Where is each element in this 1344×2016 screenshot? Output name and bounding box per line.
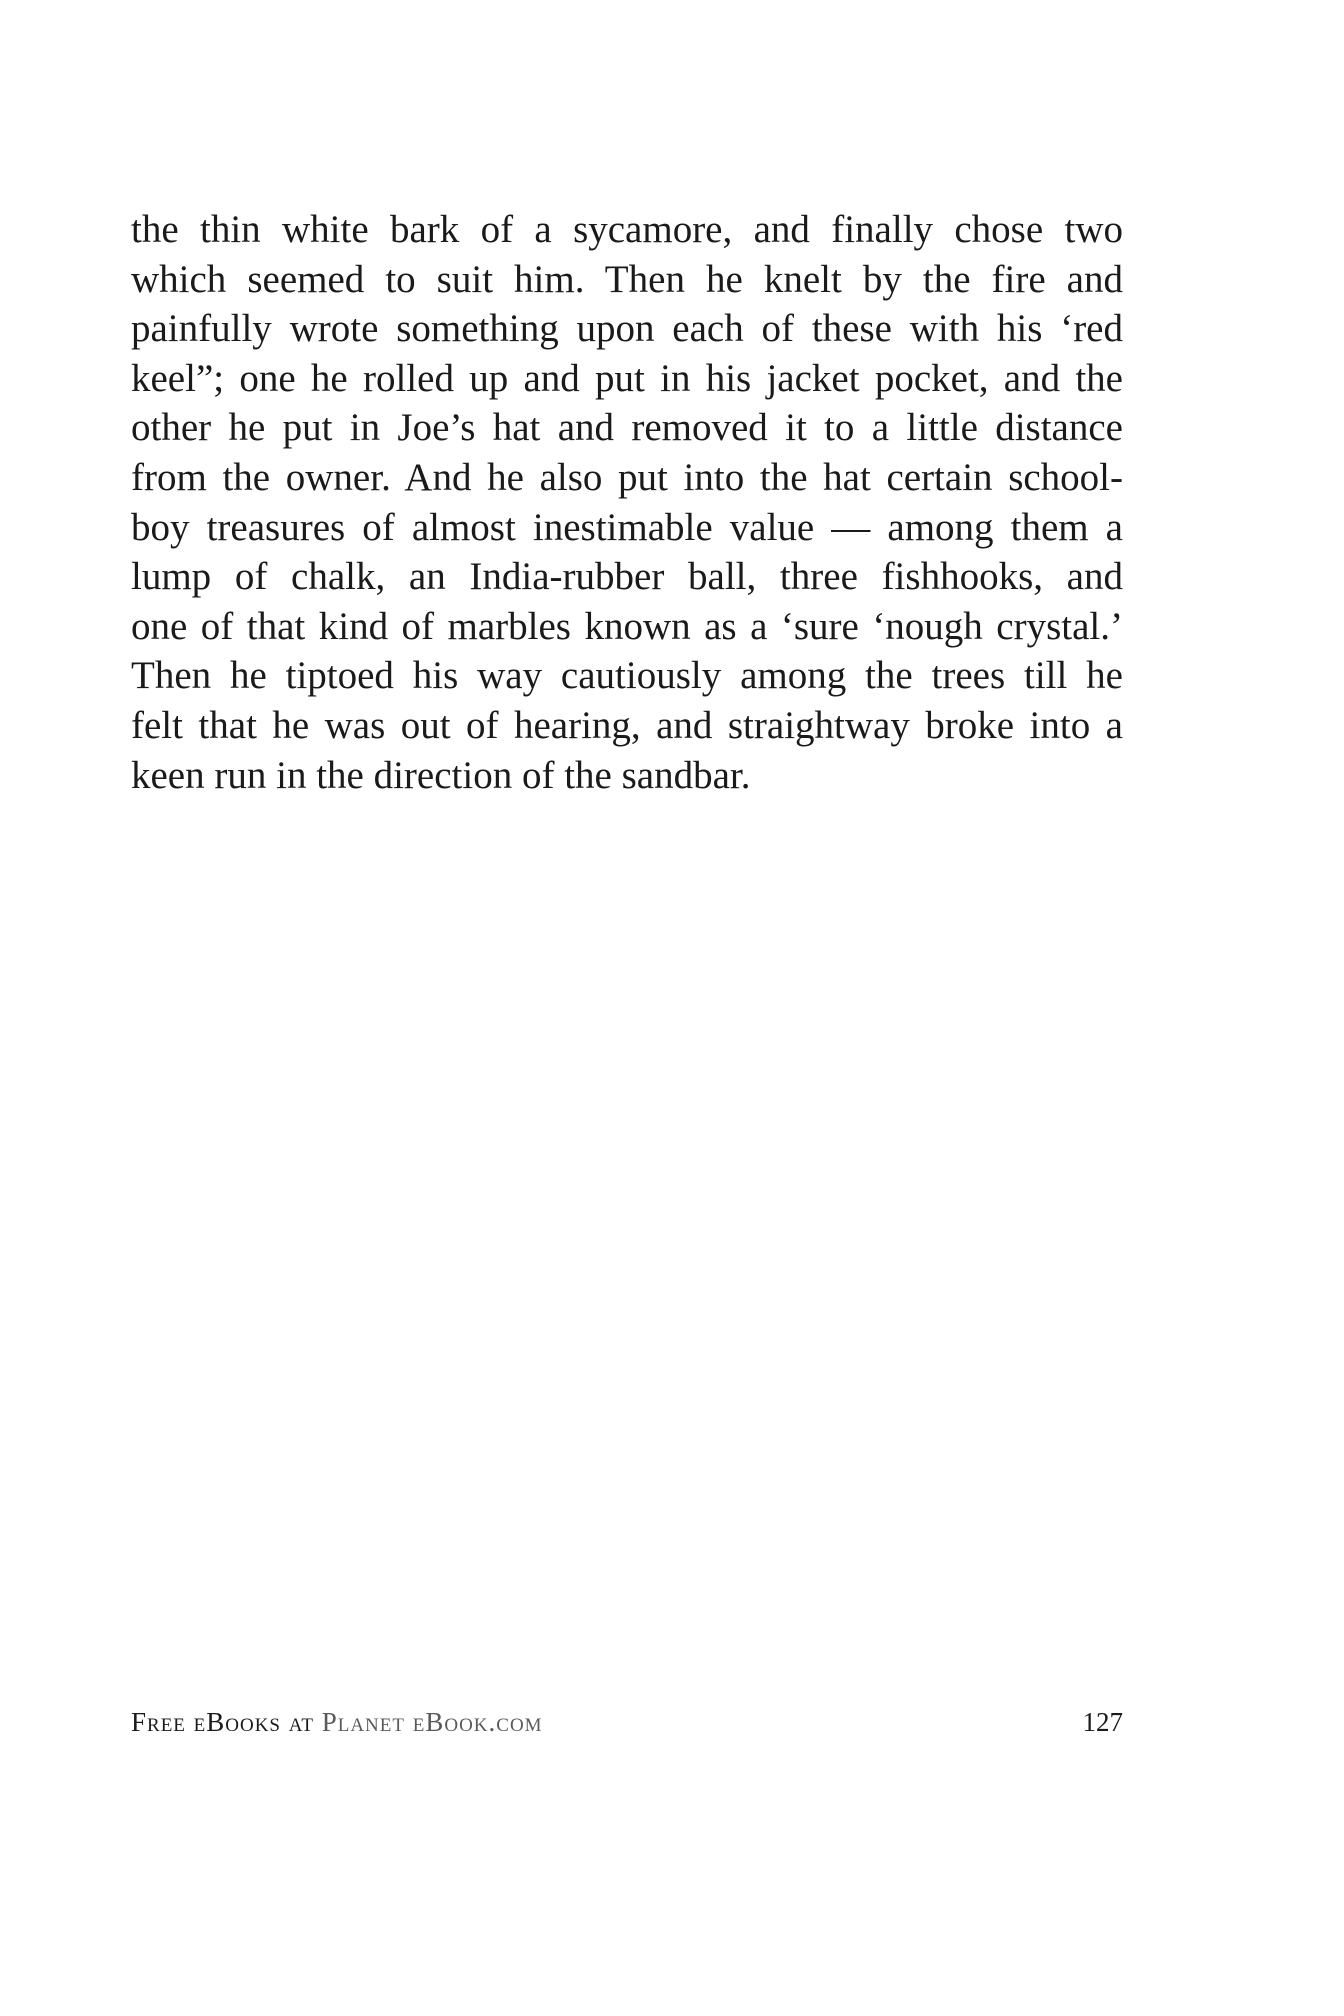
text-line: which seemed to suit him. Then he knelt by the fire and [131,257,1123,301]
text-line: other he put in Joe’s hat and removed it to a little distance [131,406,1123,450]
page-number: 127 [1082,1707,1123,1737]
text-line: painfully wrote something upon each of these with his ‘red [131,307,1123,351]
text-line: boy treasures of almost inestimable value — among them a [131,505,1123,549]
page-body-text [131,205,1123,800]
text-line: one of that kind of marbles known as a ‘sure ‘nough crystal.’ [131,604,1123,648]
text-line: keen run in the direction of the sandbar. [131,753,751,797]
footer-source [131,1702,543,1742]
text-line: Then he tiptoed his way cautiously among the trees till he [131,654,1123,698]
text-line: felt that he was out of hearing, and straightway broke into a [131,703,1123,747]
footer-source-link[interactable]: Planet eBook.com [321,1707,543,1737]
page-footer [131,1702,1123,1742]
footer-source-prefix: Free eBooks at [131,1707,322,1737]
text-line: keel”; one he rolled up and put in his jacket pocket, and the [131,356,1123,400]
text-line: the thin white bark of a sycamore, and finally chose two [131,208,1123,251]
text-line: from the owner. And he also put into the hat certain school- [131,455,1123,499]
text-line: lump of chalk, an India-rubber ball, three fishhooks, and [131,555,1123,599]
